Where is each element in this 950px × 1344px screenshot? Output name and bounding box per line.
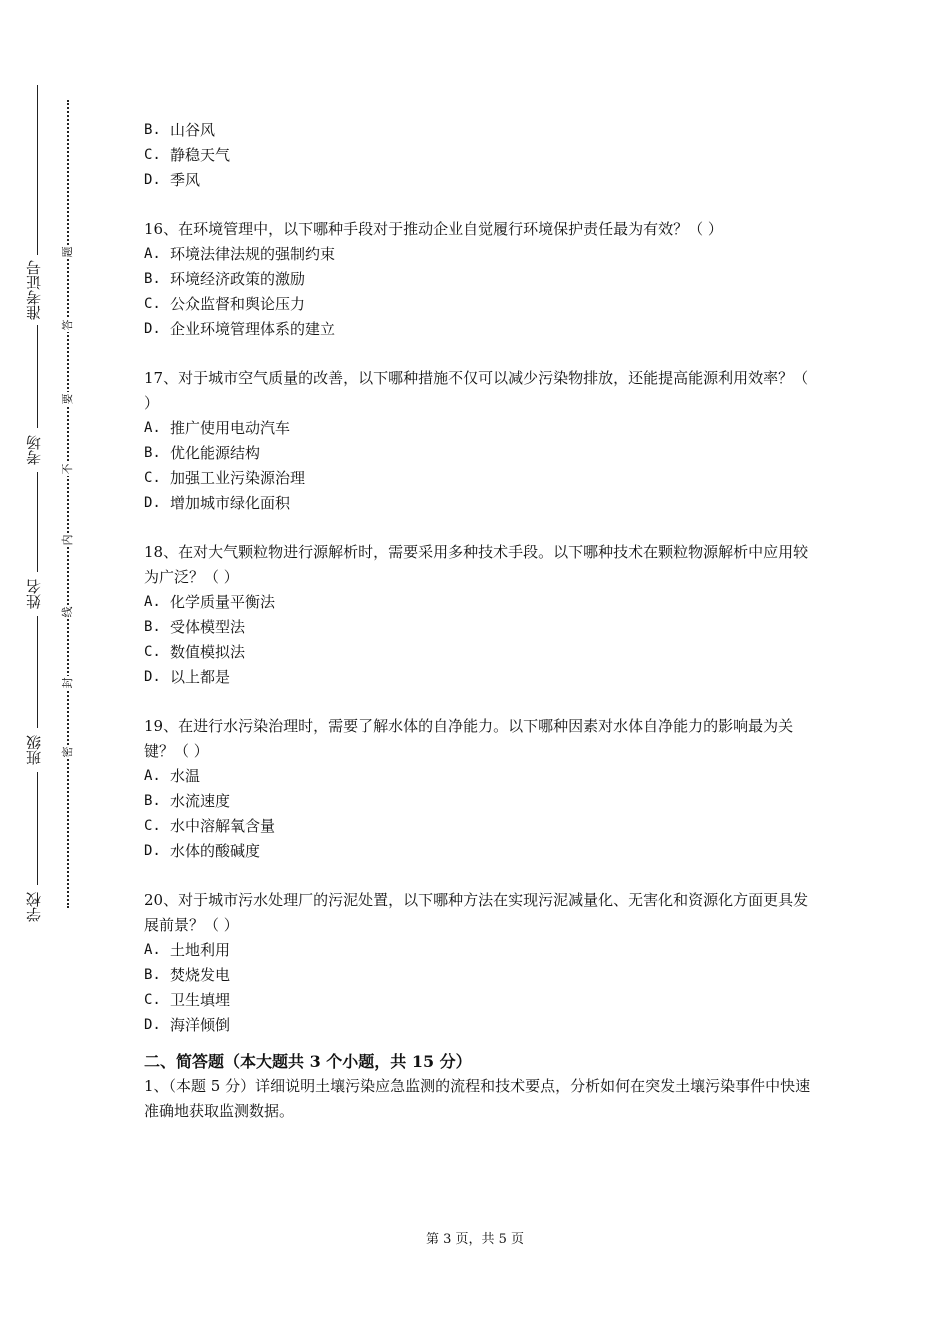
option-d: D. 企业环境管理体系的建立 — [144, 320, 336, 338]
seal-char: 封 — [61, 677, 74, 689]
seal-char: 线 — [61, 606, 74, 618]
option-b: B. 受体模型法 — [144, 618, 246, 636]
option-c: C. 水中溶解氧含量 — [144, 817, 276, 835]
question-16 — [144, 217, 814, 342]
question-20 — [144, 888, 814, 1038]
label-name: 姓名 — [22, 572, 46, 616]
label-class: 班级 — [22, 728, 46, 772]
seal-dotted-line — [67, 100, 69, 908]
label-school: 学校 — [22, 885, 46, 929]
question-17 — [144, 366, 814, 516]
option-b: B. 焚烧发电 — [144, 966, 231, 984]
exam-content — [144, 118, 814, 1124]
seal-char: 要 — [61, 393, 74, 405]
seal-char: 内 — [61, 534, 74, 546]
option-a: A. 环境法律法规的强制约束 — [144, 245, 336, 263]
option-d: D. 海洋倾倒 — [144, 1016, 231, 1034]
section-title: 二、简答题（本大题共 3 个小题，共 15 分） — [144, 1052, 472, 1071]
option-a: A. 土地利用 — [144, 941, 231, 959]
binding-line — [37, 85, 38, 925]
option-a: A. 推广使用电动汽车 — [144, 419, 291, 437]
option-d: D. 季风 — [144, 171, 201, 189]
option-d: D. 以上都是 — [144, 668, 231, 686]
label-exam-number: 准考证号 — [22, 255, 46, 325]
question-15-continued — [144, 118, 814, 193]
option-c: C. 公众监督和舆论压力 — [144, 295, 306, 313]
short-answer-question-1: 1、（本题 5 分）详细说明土壤污染应急监测的流程和技术要点，分析如何在突发土壤污染事件中快速准确地获取监测数据。 — [144, 1077, 811, 1120]
option-b: B. 水流速度 — [144, 792, 231, 810]
option-c: C. 加强工业污染源治理 — [144, 469, 306, 487]
option-b: B. 优化能源结构 — [144, 444, 261, 462]
option-c: C. 静稳天气 — [144, 146, 231, 164]
label-exam-room: 考场 — [22, 428, 46, 472]
page-number: 第 3 页，共 5 页 — [425, 1232, 525, 1247]
question-stem: 16、在环境管理中，以下哪种手段对于推动企业自觉履行环境保护责任最为有效？（ ） — [144, 220, 723, 238]
question-18 — [144, 540, 814, 690]
question-19 — [144, 714, 814, 864]
option-b: B. 山谷风 — [144, 121, 216, 139]
option-c: C. 卫生填埋 — [144, 991, 231, 1009]
question-stem: 18、在对大气颗粒物进行源解析时，需要采用多种技术手段。以下哪种技术在颗粒物源解析中应用较为广泛？（ ） — [144, 543, 809, 586]
question-stem: 17、对于城市空气质量的改善，以下哪种措施不仅可以减少污染物排放，还能提高能源利用效率？（ ） — [144, 369, 809, 412]
option-b: B. 环境经济政策的激励 — [144, 270, 306, 288]
option-c: C. 数值模拟法 — [144, 643, 246, 661]
seal-char: 题 — [61, 246, 74, 258]
question-stem: 19、在进行水污染治理时，需要了解水体的自净能力。以下哪种因素对水体自净能力的影响最为关键？（ ） — [144, 717, 794, 760]
option-d: D. 水体的酸碱度 — [144, 842, 261, 860]
question-stem: 20、对于城市污水处理厂的污泥处置，以下哪种方法在实现污泥减量化、无害化和资源化方面更具发展前景？（ ） — [144, 891, 809, 934]
seal-char: 密 — [61, 746, 74, 758]
seal-char: 答 — [61, 319, 74, 331]
option-a: A. 水温 — [144, 767, 201, 785]
seal-char: 不 — [61, 463, 74, 475]
option-a: A. 化学质量平衡法 — [144, 593, 276, 611]
option-d: D. 增加城市绿化面积 — [144, 494, 291, 512]
